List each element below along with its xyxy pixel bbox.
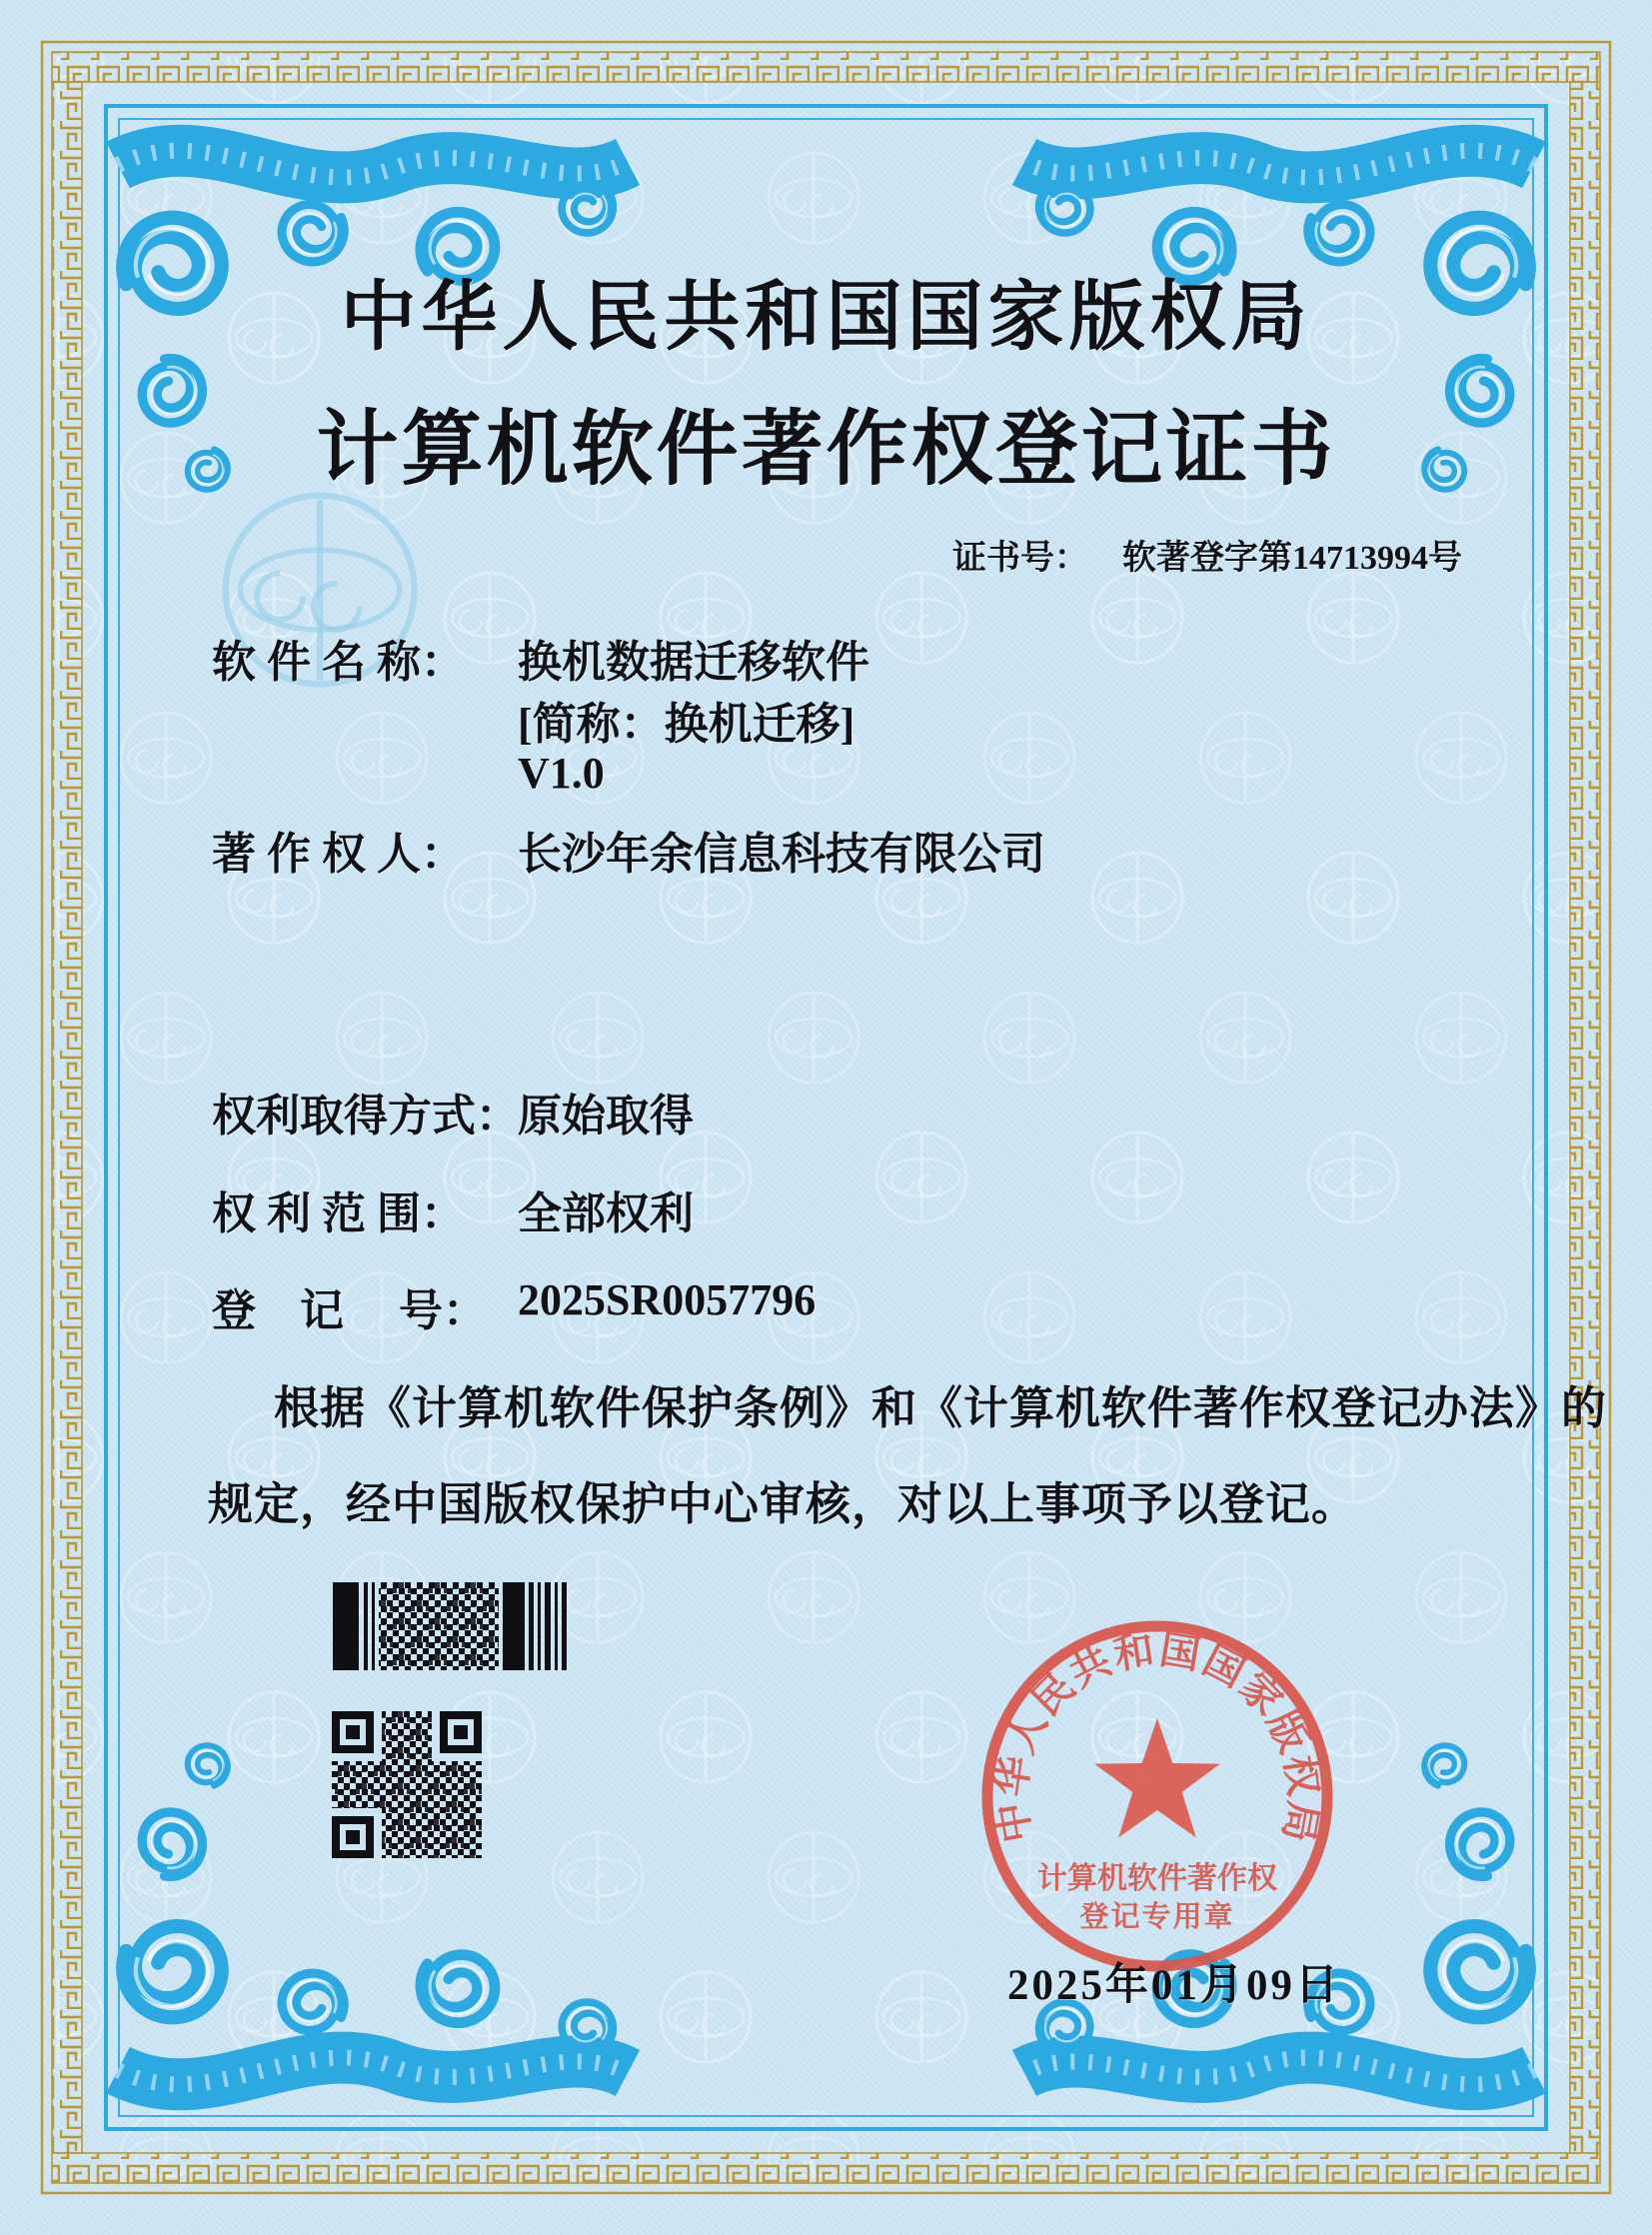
certificate-type-title: 计算机软件著作权登记证书 [316,404,1336,495]
seal-caption-line-1: 计算机软件著作权 [1037,1862,1277,1895]
issue-date: 2025年01月09日 [1007,1962,1341,2009]
qr-finder-bottom-left [332,1808,382,1858]
rights-scope-label: 权 利 范 围： [212,1189,465,1238]
certificate-number-value: 软著登字第14713994号 [1122,540,1462,577]
rights-scope-value: 全部权利 [518,1189,694,1238]
software-version-value: V1.0 [518,749,605,798]
statement-line-2: 规定，经中国版权保护中心审核，对以上事项予以登记。 [208,1479,1358,1529]
registration-number-value: 2025SR0057796 [518,1275,817,1324]
certificate-number-line [952,530,1462,579]
qr-finder-top-left [332,1711,382,1761]
seal-ring-text: 中华人民共和国国家版权局 [987,1626,1327,1848]
authority-title: 中华人民共和国国家版权局 [340,276,1312,360]
official-red-seal-icon [977,1616,1337,1976]
software-name-label: 软 件 名 称： [212,638,465,687]
red-star-icon [1094,1718,1220,1837]
copyright-owner-value: 长沙年余信息科技有限公司 [518,830,1045,879]
qr-code-icon [332,1711,482,1858]
certificate-number-label: 证书号： [952,540,1088,577]
seal-caption-line-2: 登记专用章 [1079,1901,1235,1933]
qr-finder-top-right [432,1711,482,1761]
rights-acquisition-label: 权利取得方式： [212,1092,520,1140]
rights-acquisition-value: 原始取得 [518,1092,694,1140]
software-short-name-value: [简称：换机迁移] [518,700,855,749]
barcode-icon [333,1582,569,1670]
software-name-value: 换机数据迁移软件 [518,638,869,687]
registration-number-label: 登 记 号： [212,1286,487,1335]
statement-line-1: 根据《计算机软件保护条例》和《计算机软件著作权登记办法》的 [274,1383,1608,1433]
copyright-owner-label: 著 作 权 人： [212,830,465,879]
